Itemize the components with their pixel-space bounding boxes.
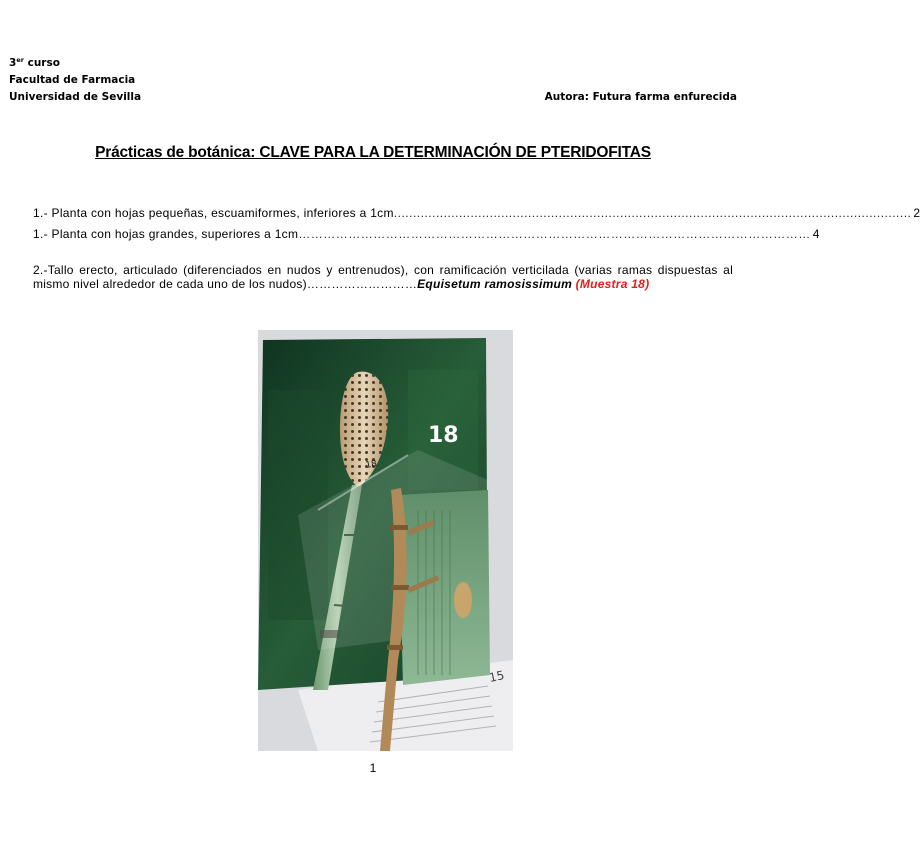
page-number: 1 (369, 761, 377, 775)
key-entry-1a (33, 206, 920, 220)
key-entry-target: 4 (812, 227, 820, 241)
key-entry-1b (33, 227, 820, 241)
sample-reference: (Muestra 18) (575, 277, 650, 291)
paper-label: 15 (487, 668, 506, 685)
specimen-photo (258, 330, 513, 751)
document-header-left (9, 55, 141, 106)
key-entry-text: 1.- Planta con hojas pequeñas, escuamiformes, inferiores a 1cm (33, 206, 394, 220)
university-line: Universidad de Sevilla (9, 91, 142, 103)
leader-dots: ....................................................................................................................................... (393, 206, 912, 220)
course-line: 3er curso (9, 56, 60, 69)
faculty-line: Facultad de Farmacia (9, 74, 136, 86)
leader-dots: …………………………………………………………………………………………………………… (298, 227, 811, 241)
stem-label: 18 (364, 459, 378, 471)
key-entry-text: 2.-Tallo erecto, articulado (diferenciados en nudos y entrenudos), con ramificación verticilada (varias ramas dispuestas al mismo nivel alrededor de cada uno de los nudos)……………………… (33, 263, 733, 291)
key-entry-2 (33, 263, 733, 291)
specimen-photo-drawing (258, 330, 513, 751)
document-title: Prácticas de botánica: CLAVE PARA LA DETERMINACIÓN DE PTERIDOFITAS (95, 144, 651, 161)
author-line: Autora: Futura farma enfurecida (544, 91, 737, 103)
sample-number-label: 18 (428, 423, 459, 448)
key-entry-text: 1.- Planta con hojas grandes, superiores a 1cm (33, 227, 299, 241)
species-name: Equisetum ramosissimum (417, 277, 573, 291)
key-entry-target: 2 (913, 206, 920, 220)
